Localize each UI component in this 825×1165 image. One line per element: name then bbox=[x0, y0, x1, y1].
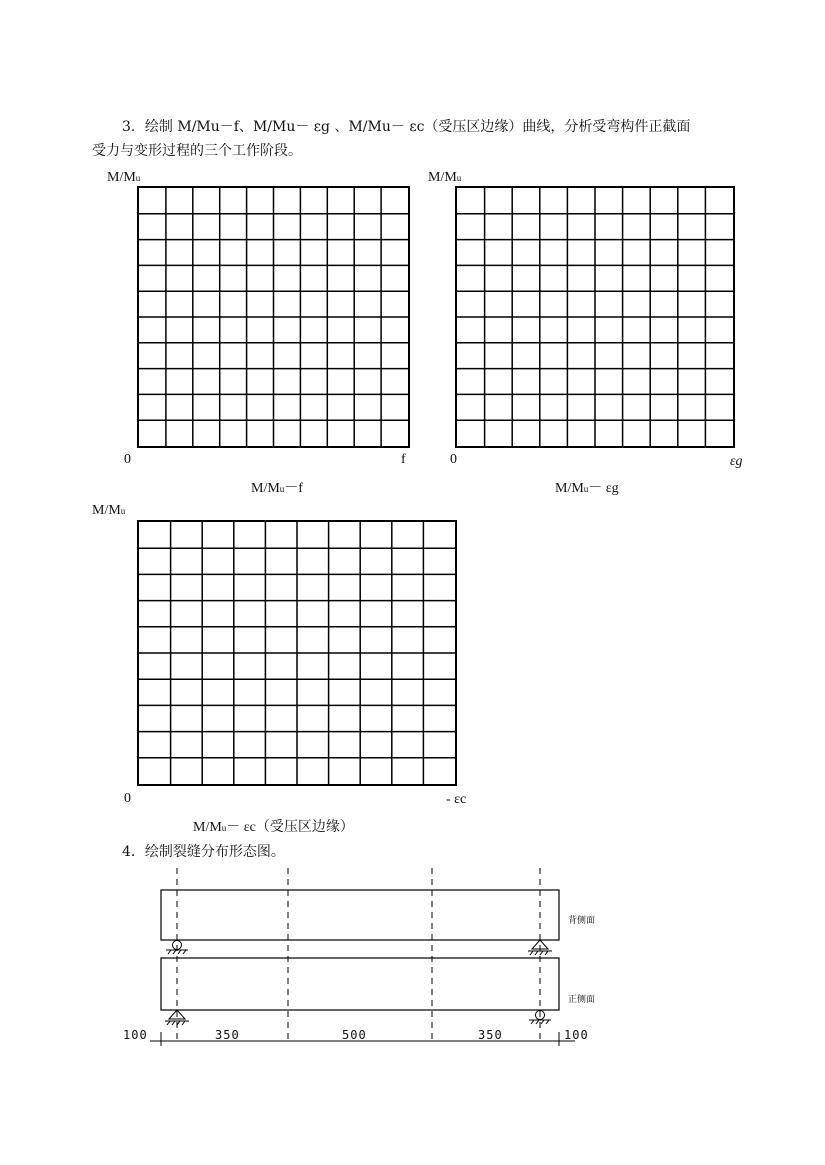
section3-line1: 3．绘制 M/Mu－f、M/Mu－ εg 、M/Mu－ εc（受压区边缘）曲线，分析受弯构件正截面 bbox=[122, 119, 691, 135]
plot3-caption: M/Mu－ εc（受压区边缘） bbox=[193, 820, 354, 835]
plot3-grid-lines bbox=[139, 522, 455, 784]
plot2-x-end: εg bbox=[730, 454, 743, 469]
plot3-x-end: - εc bbox=[446, 792, 467, 807]
plot2-y-label: M/Mu bbox=[428, 170, 462, 185]
dim-label: 500 bbox=[342, 1028, 367, 1042]
plot1-caption: M/Mu－f bbox=[251, 481, 303, 496]
plot1-x-end: f bbox=[401, 452, 406, 467]
plot1-grid bbox=[137, 186, 410, 448]
plot3-origin: 0 bbox=[124, 791, 131, 806]
dim-label: 350 bbox=[478, 1028, 503, 1042]
plot2-origin: 0 bbox=[450, 452, 457, 467]
plot2-caption: M/Mu－ εg bbox=[555, 481, 619, 496]
beam-diagram bbox=[0, 860, 825, 1050]
dim-label: 350 bbox=[215, 1028, 240, 1042]
section3-line2: 受力与变形过程的三个工作阶段。 bbox=[92, 143, 302, 159]
beam-back-face bbox=[161, 890, 559, 940]
dim-label: 100 bbox=[123, 1028, 148, 1042]
plot3-grid bbox=[137, 520, 457, 786]
plot1-origin: 0 bbox=[124, 452, 131, 467]
back-face-label: 背侧面 bbox=[568, 916, 596, 926]
plot2-grid bbox=[455, 186, 735, 448]
beam-front-face bbox=[161, 958, 559, 1010]
dim-label: 100 bbox=[564, 1028, 589, 1042]
plot2-grid-lines bbox=[457, 188, 733, 446]
front-face-label: 正侧面 bbox=[568, 995, 596, 1005]
section4-title: 4．绘制裂缝分布形态图。 bbox=[122, 844, 285, 860]
plot1-y-label: M/Mu bbox=[107, 170, 141, 185]
dashed-guide-lines bbox=[177, 868, 540, 1040]
plot3-y-label: M/Mu bbox=[92, 503, 126, 518]
plot1-grid-lines bbox=[139, 188, 408, 446]
